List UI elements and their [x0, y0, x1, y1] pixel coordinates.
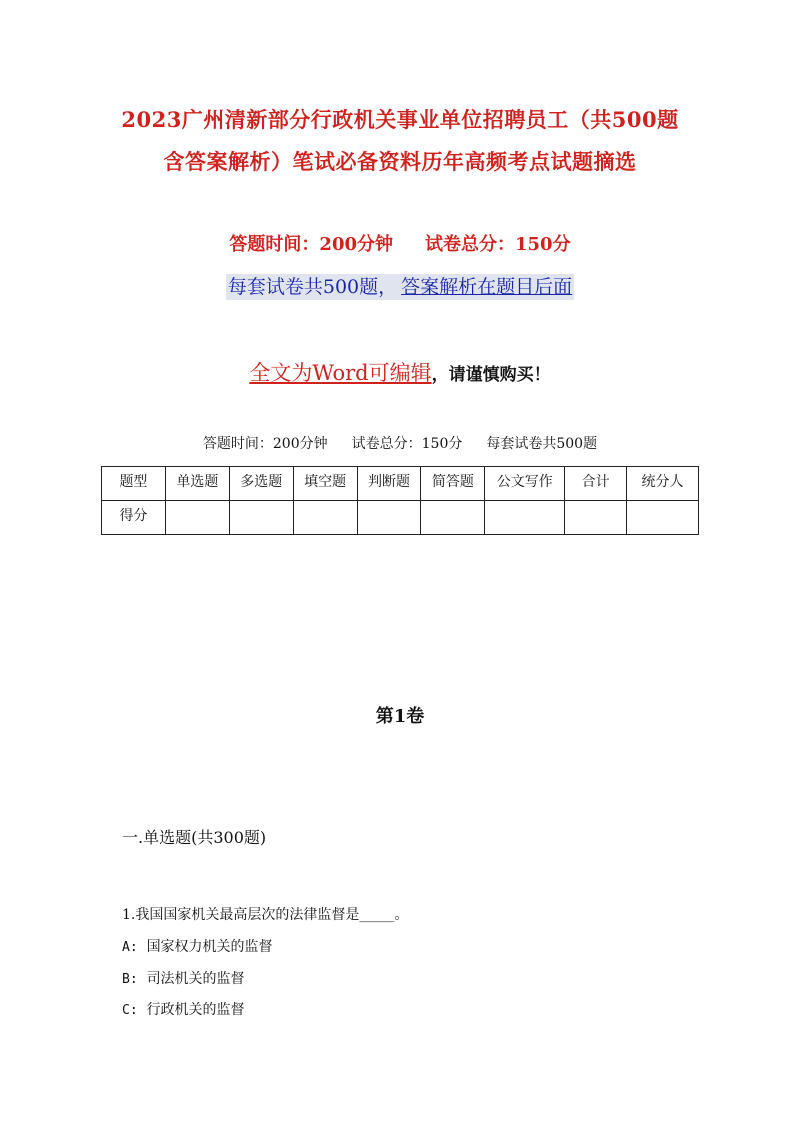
document-title-line-1: 2023广州清新部分行政机关事业单位招聘员工（共500题: [121, 107, 679, 132]
option-a: [122, 936, 273, 956]
header-cell: 填空题: [293, 467, 357, 501]
question-stem: 1.我国国家机关最高层次的法律监督是_____。: [122, 907, 409, 923]
header-cell: 简答题: [421, 467, 485, 501]
summary-score: 试卷总分：150分: [351, 436, 463, 452]
exam-meta-red: [0, 230, 800, 256]
exam-total-score: 试卷总分：150分: [425, 234, 571, 255]
score-cell: [229, 501, 293, 535]
header-cell: 公文写作: [485, 467, 565, 501]
score-row-label: 得分: [102, 501, 166, 535]
option-letter: A:: [122, 940, 138, 955]
header-cell: 多选题: [229, 467, 293, 501]
editable-word-text: 全文为Word可编辑: [249, 361, 432, 385]
banner-answer-note: 答案解析在题目后面: [401, 276, 573, 298]
editable-notice: [0, 357, 800, 387]
score-cell: [485, 501, 565, 535]
score-cell: [627, 501, 699, 535]
score-cell: [357, 501, 421, 535]
score-cell: [165, 501, 229, 535]
summary-count: 每套试卷共500题: [486, 436, 598, 452]
volume-title: 第1卷: [375, 706, 425, 727]
header-cell: 单选题: [165, 467, 229, 501]
option-b: [122, 968, 245, 988]
exam-meta-summary: [0, 433, 800, 453]
score-table-header-row: [102, 467, 699, 501]
document-title-line-2: 含答案解析）笔试必备资料历年高频考点试题摘选: [163, 149, 637, 174]
score-cell: [565, 501, 627, 535]
option-letter: C:: [122, 1003, 138, 1018]
section-title: 一.单选题(共300题): [122, 828, 267, 847]
option-letter: B:: [122, 972, 138, 987]
purchase-caution-text: ，请谨慎购买！: [431, 365, 551, 385]
score-cell: [293, 501, 357, 535]
option-text: 司法机关的监督: [146, 971, 245, 987]
score-cell: [421, 501, 485, 535]
exam-time: 答题时间：200分钟: [229, 234, 393, 255]
answer-banner: [0, 272, 800, 299]
score-table: [101, 466, 699, 535]
option-c: [122, 999, 245, 1019]
banner-question-count: 每套试卷共500题，: [227, 276, 398, 298]
header-cell: 合计: [565, 467, 627, 501]
header-cell: 判断题: [357, 467, 421, 501]
option-text: 行政机关的监督: [146, 1002, 245, 1018]
header-cell: 题型: [102, 467, 166, 501]
header-cell: 统分人: [627, 467, 699, 501]
score-table-score-row: [102, 501, 699, 535]
option-text: 国家权力机关的监督: [146, 939, 273, 955]
summary-time: 答题时间：200分钟: [202, 436, 328, 452]
